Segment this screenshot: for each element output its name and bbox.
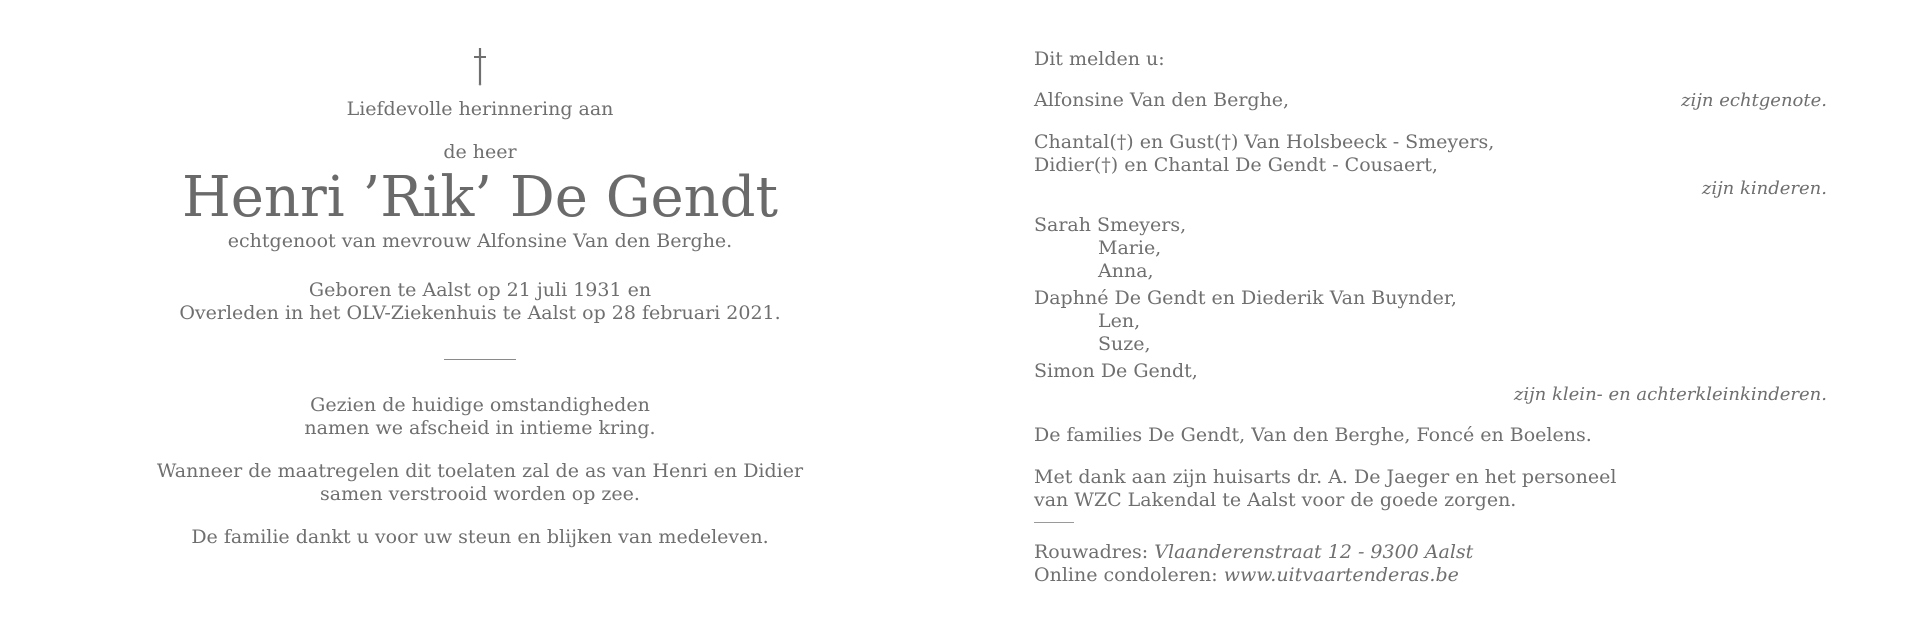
- title-text: de heer: [443, 141, 517, 163]
- ashes-line-2: samen verstrooid worden op zee.: [320, 483, 640, 505]
- children-role: zijn kinderen.: [1701, 178, 1827, 199]
- announcement-right-panel: [1034, 48, 1827, 587]
- thanks-line: De familie dankt u voor uw steun en blijken van medeleven.: [191, 526, 769, 548]
- doctor-thanks-2: van WZC Lakendal te Aalst voor de goede zorgen.: [1034, 489, 1517, 511]
- divider: [444, 359, 516, 360]
- great-grandchild-4: Suze,: [1098, 333, 1151, 355]
- spouse-row: [1034, 89, 1827, 112]
- farewell-line-1: Gezien de huidige omstandigheden: [310, 394, 650, 416]
- born-line: Geboren te Aalst op 21 juli 1931 en: [308, 279, 652, 301]
- ashes-line-1: Wanneer de maatregelen dit toelaten zal de as van Henri en Didier: [156, 460, 804, 482]
- spouse-name: Alfonsine Van den Berghe,: [1034, 89, 1290, 111]
- families-line: De families De Gendt, Van den Berghe, Foncé en Boelens.: [1034, 424, 1592, 446]
- child-1: Chantal(†) en Gust(†) Van Holsbeeck - Smeyers,: [1034, 131, 1495, 153]
- announce-header: Dit melden u:: [1034, 48, 1165, 70]
- address-line: [1034, 541, 1827, 564]
- address-label: Rouwadres:: [1034, 541, 1149, 563]
- great-grandchild-3: Len,: [1098, 310, 1141, 332]
- grandchild-1: Sarah Smeyers,: [1034, 214, 1187, 236]
- died-line: Overleden in het OLV-Ziekenhuis te Aalst op 28 februari 2021.: [179, 302, 781, 324]
- online-line: [1034, 564, 1827, 587]
- grandchildren-role: zijn klein- en achterkleinkinderen.: [1513, 384, 1827, 405]
- spouse-line: echtgenoot van mevrouw Alfonsine Van den Berghe.: [227, 230, 733, 252]
- grandchild-3: Simon De Gendt,: [1034, 360, 1198, 382]
- cross-icon: [470, 46, 490, 86]
- intro-text: Liefdevolle herinnering aan: [346, 98, 614, 120]
- online-label: Online condoleren:: [1034, 564, 1218, 586]
- address-value: Vlaanderenstraat 12 - 9300 Aalst: [1154, 541, 1474, 563]
- short-divider: [1034, 522, 1074, 523]
- child-2: Didier(†) en Chantal De Gendt - Cousaert,: [1034, 154, 1438, 176]
- deceased-name: Henri ’Rik’ De Gendt: [181, 165, 779, 230]
- online-link[interactable]: www.uitvaartenderas.be: [1223, 564, 1459, 586]
- grandchild-2: Daphné De Gendt en Diederik Van Buynder,: [1034, 287, 1457, 309]
- memorial-left-panel: [140, 46, 820, 549]
- farewell-line-2: namen we afscheid in intieme kring.: [304, 417, 656, 439]
- great-grandchild-2: Anna,: [1098, 260, 1154, 282]
- doctor-thanks-1: Met dank aan zijn huisarts dr. A. De Jaeger en het personeel: [1034, 466, 1617, 488]
- great-grandchild-1: Marie,: [1098, 237, 1162, 259]
- spouse-role: zijn echtgenote.: [1681, 90, 1827, 111]
